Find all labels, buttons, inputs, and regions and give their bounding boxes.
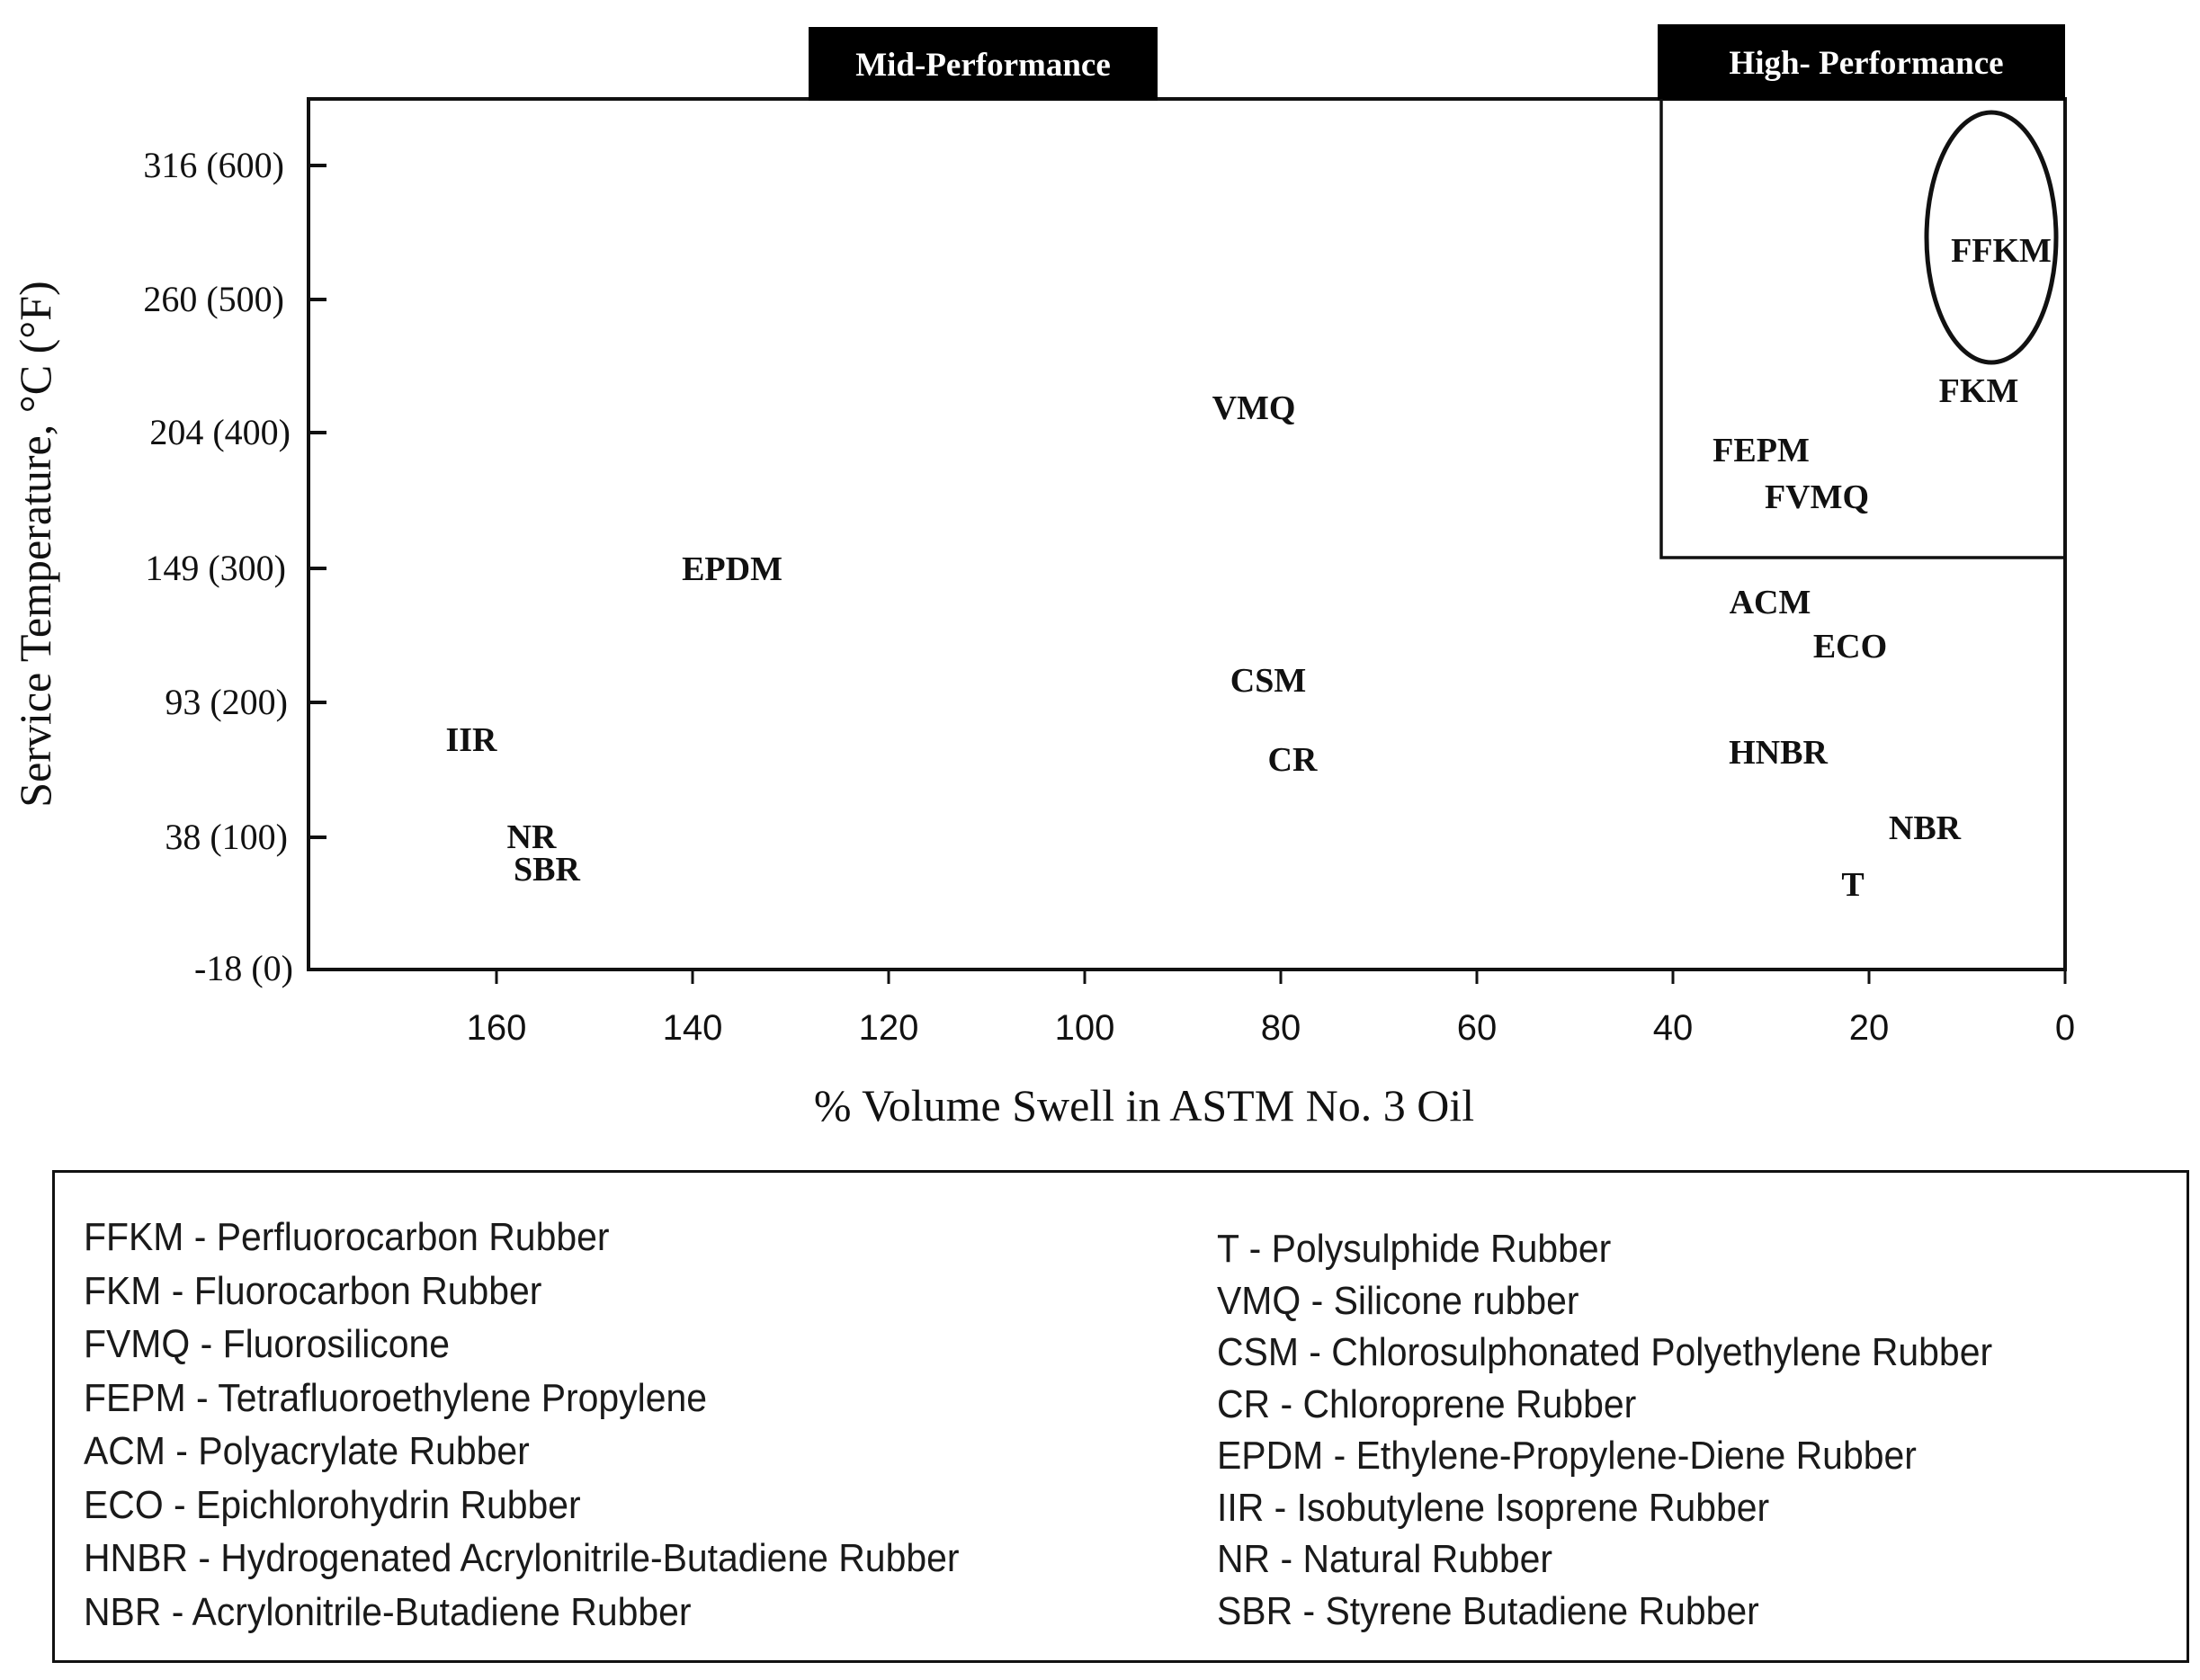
legend-item: IIR - Isobutylene Isoprene Rubber <box>1217 1485 1770 1530</box>
high-performance-label: High- Performance <box>1729 45 2004 82</box>
x-tick-label: 20 <box>1848 1008 1890 1048</box>
x-tick-label: 40 <box>1652 1008 1694 1048</box>
y-tick-label: -18 (0) <box>194 948 293 988</box>
y-tick-label: 149 (300) <box>145 548 286 588</box>
y-tick-label: 93 (200) <box>165 682 288 722</box>
legend-item: FFKM - Perfluorocarbon Rubber <box>84 1215 610 1259</box>
legend-item: ACM - Polyacrylate Rubber <box>84 1429 530 1473</box>
legend-item: FKM - Fluorocarbon Rubber <box>84 1268 542 1313</box>
legend-column-left <box>84 1211 1025 1639</box>
point-label-ffkm: FFKM <box>1951 232 2052 270</box>
legend-item: CR - Chloroprene Rubber <box>1217 1381 1637 1426</box>
legend-box <box>52 1170 2189 1663</box>
point-labels <box>445 232 2051 904</box>
point-label-epdm: EPDM <box>682 550 783 588</box>
point-label-cr: CR <box>1267 741 1318 779</box>
x-axis <box>467 970 2076 1048</box>
x-tick-label: 120 <box>858 1008 919 1048</box>
x-tick-label: 0 <box>2054 1008 2076 1048</box>
x-tick-label: 60 <box>1456 1008 1498 1048</box>
legend-item: FEPM - Tetrafluoroethylene Propylene <box>84 1375 707 1420</box>
legend-item: VMQ - Silicone rubber <box>1217 1278 1579 1323</box>
plot-frame <box>309 99 2065 970</box>
y-tick-label: 316 (600) <box>143 145 284 185</box>
legend-item: HNBR - Hydrogenated Acrylonitrile-Butadiene Rubber <box>84 1536 960 1580</box>
point-label-fkm: FKM <box>1938 372 2019 410</box>
x-tick-label: 80 <box>1260 1008 1301 1048</box>
point-label-csm: CSM <box>1230 662 1307 700</box>
x-axis-title: % Volume Swell in ASTM No. 3 Oil <box>813 1080 1475 1130</box>
point-label-fepm: FEPM <box>1713 432 1810 469</box>
y-axis-title: Service Temperature, °C (°F) <box>10 281 60 808</box>
point-label-sbr: SBR <box>514 851 580 889</box>
legend-item: SBR - Styrene Butadiene Rubber <box>1217 1588 1759 1633</box>
point-label-hnbr: HNBR <box>1729 734 1828 772</box>
point-label-eco: ECO <box>1812 628 1888 666</box>
y-tick-label: 38 (100) <box>165 817 288 857</box>
legend-item: NBR - Acrylonitrile-Butadiene Rubber <box>84 1589 692 1634</box>
y-tick-label: 204 (400) <box>149 412 291 452</box>
point-label-nbr: NBR <box>1888 809 1962 847</box>
legend-item: ECO - Epichlorohydrin Rubber <box>84 1482 581 1527</box>
point-label-vmq: VMQ <box>1212 389 1296 427</box>
x-tick-label: 160 <box>466 1008 527 1048</box>
x-tick-label: 140 <box>662 1008 723 1048</box>
y-tick-label: 260 (500) <box>143 279 284 319</box>
legend-column-right <box>1217 1223 2051 1637</box>
point-label-acm: ACM <box>1729 584 1811 621</box>
legend-item: EPDM - Ethylene-Propylene-Diene Rubber <box>1217 1434 1917 1478</box>
legend-item: T - Polysulphide Rubber <box>1217 1227 1612 1271</box>
point-label-iir: IIR <box>445 721 497 759</box>
legend-item: CSM - Chlorosulphonated Polyethylene Rubber <box>1217 1330 1993 1374</box>
point-label-nr: NR <box>506 818 557 856</box>
mid-performance-label: Mid-Performance <box>855 47 1111 84</box>
legend-item: FVMQ - Fluorosilicone <box>84 1322 451 1366</box>
legend-item: NR - Natural Rubber <box>1217 1537 1552 1581</box>
point-label-t: T <box>1841 866 1865 904</box>
point-label-fvmq: FVMQ <box>1764 478 1870 516</box>
y-axis <box>143 145 326 988</box>
x-tick-label: 100 <box>1054 1008 1115 1048</box>
